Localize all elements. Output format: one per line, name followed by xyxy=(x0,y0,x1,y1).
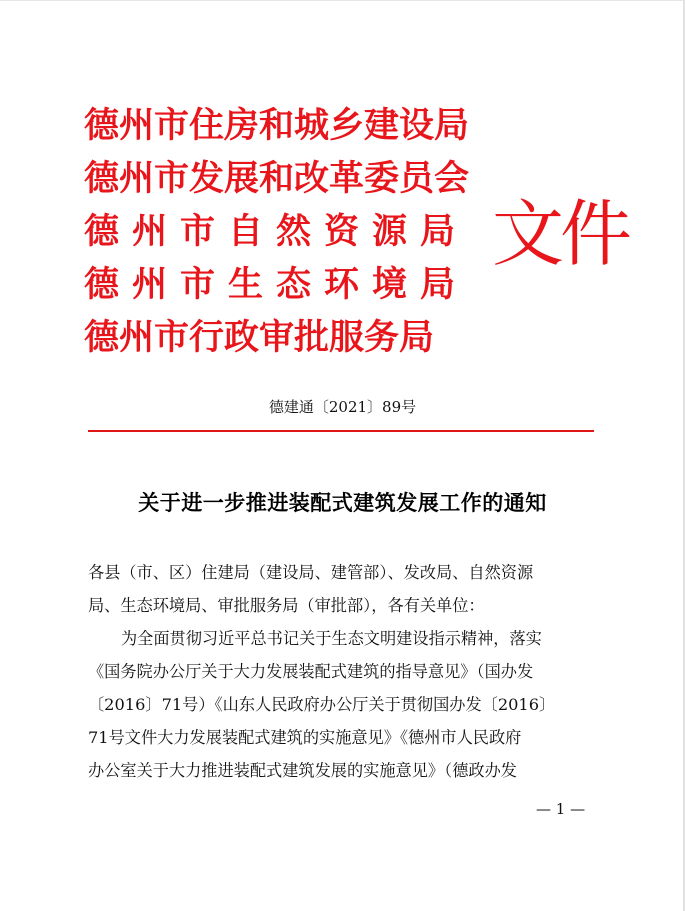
red-divider-line xyxy=(88,430,594,432)
page-top-border xyxy=(0,0,685,1)
body-line: 71号文件大力发展装配式建筑的实施意见》《德州市人民政府 xyxy=(88,728,522,747)
document-number: 德建通〔2021〕89号 xyxy=(268,398,417,416)
issuer-development-commission: 德州市发展和改革委员会 xyxy=(84,159,470,199)
document-header xyxy=(84,104,684,364)
document-word: 文件 xyxy=(492,192,629,276)
document-title: 关于进一步推进装配式建筑发展工作的通知 xyxy=(138,491,547,515)
body-line: 办公室关于大力推进装配式建筑发展的实施意见》（德政办发 xyxy=(88,761,517,780)
body-line: 为全面贯彻习近平总书记关于生态文明建设指示精神，落实 xyxy=(121,629,542,648)
issuer-natural-resources-bureau: 德州市自然资源局 xyxy=(84,212,469,252)
document-body xyxy=(88,556,594,787)
body-line: 《国务院办公厅关于大力发展装配式建筑的指导意见》（国办发 xyxy=(88,662,534,681)
page-number: — 1 — xyxy=(536,800,586,818)
issuer-ecology-bureau: 德州市生态环境局 xyxy=(84,265,469,305)
body-line: 〔2016〕71号）《山东人民政府办公厅关于贯彻国办发〔2016〕 xyxy=(88,695,556,714)
body-line: 各县（市、区）住建局（建设局、建管部）、发改局、自然资源 xyxy=(88,563,534,582)
issuer-approval-bureau: 德州市行政审批服务局 xyxy=(84,318,435,358)
body-line: 局、生态环境局、审批服务局（审批部），各有关单位： xyxy=(88,596,485,615)
issuer-housing-bureau: 德州市住房和城乡建设局 xyxy=(84,106,470,146)
